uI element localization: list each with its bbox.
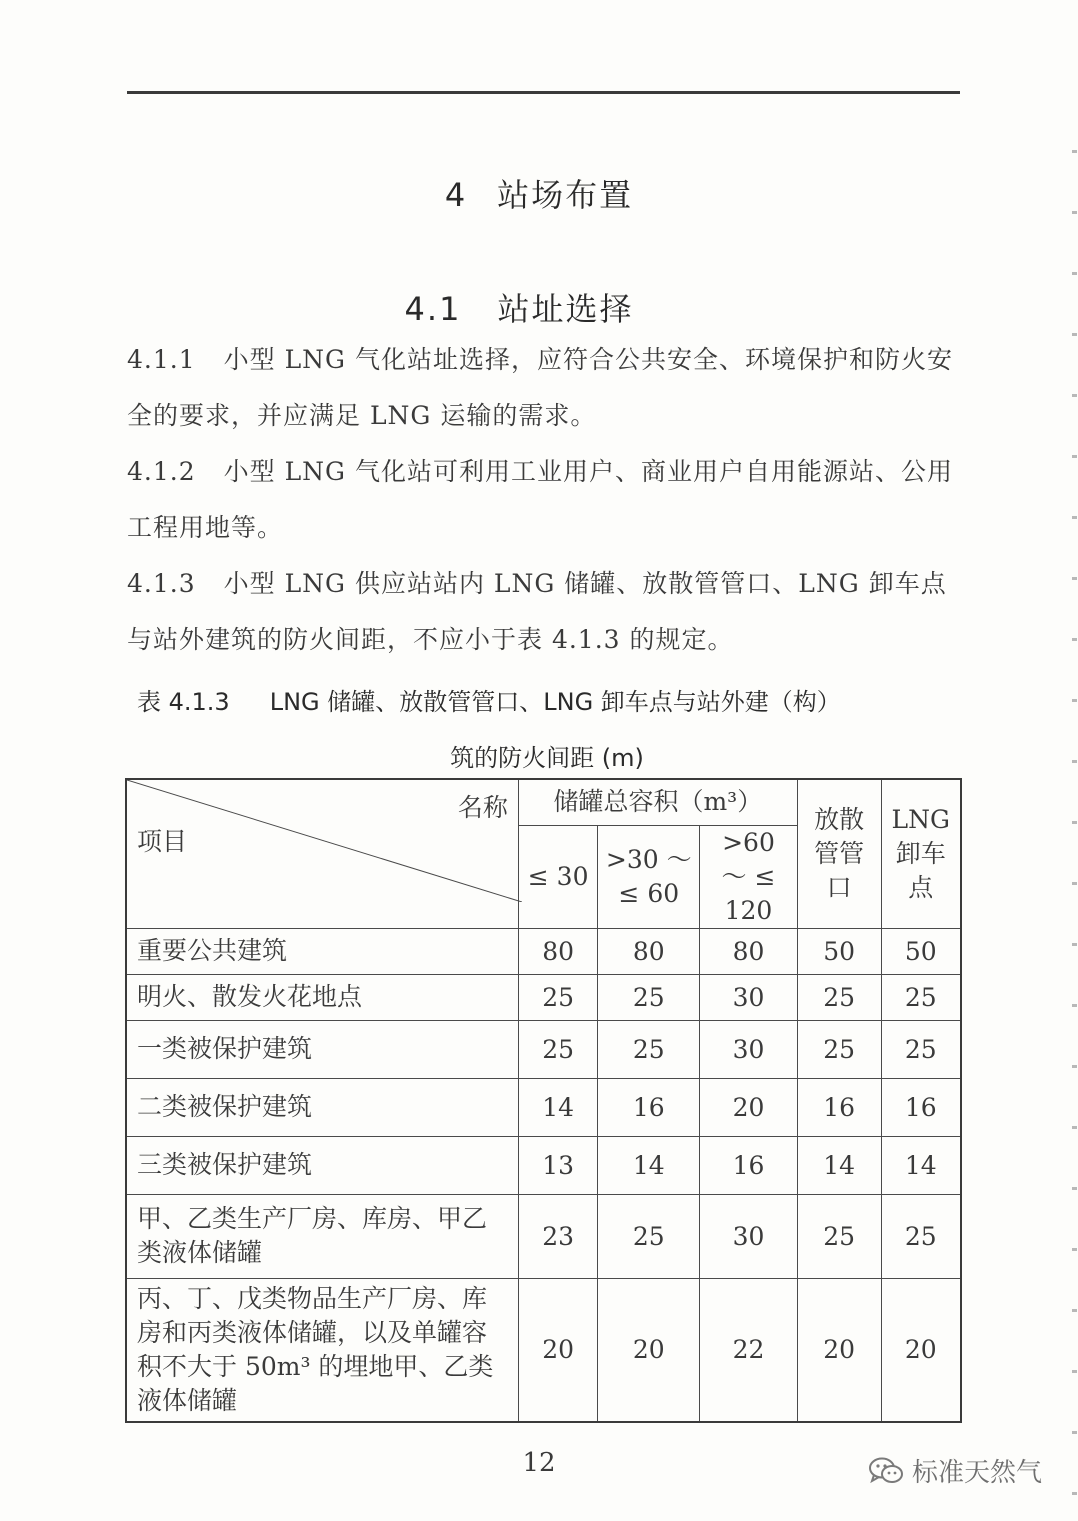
- chapter-number: 4: [444, 176, 468, 214]
- header-tank-volume: 储罐总容积（m³）: [518, 779, 797, 825]
- table-header-row: [126, 779, 961, 825]
- clause-number: 4.1.2: [127, 457, 196, 486]
- watermark-text: 标准天然气: [912, 1458, 1043, 1488]
- cell-value: 30: [700, 1020, 798, 1078]
- header-rule: [127, 91, 960, 94]
- cell-value: 20: [881, 1278, 961, 1422]
- cell-value: 14: [881, 1136, 961, 1194]
- row-name: 二类被保护建筑: [126, 1078, 518, 1136]
- edge-mark: [1072, 882, 1077, 885]
- clause-number: 4.1.3: [127, 569, 196, 598]
- edge-mark: [1072, 455, 1077, 458]
- table-row: [126, 1136, 961, 1194]
- cell-value: 20: [518, 1278, 598, 1422]
- clause-text: 小型 LNG 供应站站内 LNG 储罐、放散管管口、LNG 卸车点与站外建筑的防火间距，不应小于表 4.1.3 的规定。: [127, 569, 947, 654]
- edge-mark: [1072, 1187, 1077, 1190]
- cell-value: 16: [598, 1078, 700, 1136]
- clause-text: 小型 LNG 气化站址选择，应符合公共安全、环境保护和防火安全的要求，并应满足 LNG 运输的需求。: [127, 345, 953, 430]
- fire-distance-table: [125, 778, 962, 1423]
- table-number: 表 4.1.3: [137, 688, 230, 716]
- cell-value: 25: [797, 974, 881, 1020]
- edge-mark: [1072, 1431, 1077, 1434]
- header-unloading-point: LNG 卸车点: [881, 779, 961, 928]
- edge-mark: [1072, 1309, 1077, 1312]
- cell-value: 30: [700, 1194, 798, 1278]
- cell-value: 25: [797, 1194, 881, 1278]
- table-row: [126, 1020, 961, 1078]
- cell-value: 25: [881, 974, 961, 1020]
- cell-value: 25: [598, 974, 700, 1020]
- table-row: [126, 928, 961, 974]
- cell-value: 25: [518, 974, 598, 1020]
- row-name: 一类被保护建筑: [126, 1020, 518, 1078]
- cell-value: 14: [797, 1136, 881, 1194]
- header-item-label: 项目: [137, 827, 188, 856]
- diagonal-header-cell: [126, 779, 518, 928]
- chapter-title: [0, 170, 1078, 216]
- edge-mark: [1072, 394, 1077, 397]
- chapter-title-text: 站场布置: [497, 176, 634, 214]
- edge-mark: [1072, 699, 1077, 702]
- cell-value: 20: [797, 1278, 881, 1422]
- cell-value: 22: [700, 1278, 798, 1422]
- edge-mark: [1072, 211, 1077, 214]
- row-name: 重要公共建筑: [126, 928, 518, 974]
- edge-mark: [1072, 1370, 1077, 1373]
- header-volume-30-60: >30 ～ ≤ 60: [598, 825, 700, 928]
- cell-value: 50: [797, 928, 881, 974]
- cell-value: 25: [518, 1020, 598, 1078]
- edge-mark: [1072, 1004, 1077, 1007]
- header-name-label: 名称: [457, 793, 508, 822]
- cell-value: 80: [598, 928, 700, 974]
- edge-mark: [1072, 821, 1077, 824]
- wechat-icon: [868, 1456, 904, 1486]
- edge-mark: [1072, 150, 1077, 153]
- clause-4-1-2: [127, 444, 967, 556]
- cell-value: 23: [518, 1194, 598, 1278]
- header-vent-outlet: 放散管管口: [797, 779, 881, 928]
- cell-value: 25: [881, 1020, 961, 1078]
- row-name: 三类被保护建筑: [126, 1136, 518, 1194]
- cell-value: 20: [700, 1078, 798, 1136]
- edge-mark: [1072, 638, 1077, 641]
- section-title: [0, 284, 1078, 330]
- section-title-text: 站址选择: [497, 290, 634, 328]
- row-name: 丙、丁、戊类物品生产厂房、库房和丙类液体储罐，以及单罐容积不大于 50m³ 的埋地甲、乙类液体储罐: [126, 1278, 518, 1422]
- cell-value: 50: [881, 928, 961, 974]
- cell-value: 16: [797, 1078, 881, 1136]
- cell-value: 16: [881, 1078, 961, 1136]
- cell-value: 80: [700, 928, 798, 974]
- cell-value: 20: [598, 1278, 700, 1422]
- edge-mark: [1072, 516, 1077, 519]
- edge-mark: [1072, 1065, 1077, 1068]
- table-row: [126, 1078, 961, 1136]
- clause-4-1-3: [127, 556, 967, 668]
- table-row: [126, 974, 961, 1020]
- table-caption-line2: 筑的防火间距 (m): [450, 744, 644, 772]
- edge-mark: [1072, 1126, 1077, 1129]
- page-number: 12: [522, 1448, 556, 1478]
- page-edge-marks: [1068, 0, 1078, 1521]
- edge-mark: [1072, 1492, 1077, 1495]
- cell-value: 30: [700, 974, 798, 1020]
- section-number: 4.1: [404, 290, 462, 328]
- table-caption-text1: LNG 储罐、放散管管口、LNG 卸车点与站外建（构）: [269, 688, 841, 716]
- cell-value: 25: [797, 1020, 881, 1078]
- cell-value: 25: [598, 1020, 700, 1078]
- header-volume-60-120: >60 ～ ≤ 120: [700, 825, 798, 928]
- cell-value: 80: [518, 928, 598, 974]
- row-name: 明火、散发火花地点: [126, 974, 518, 1020]
- edge-mark: [1072, 760, 1077, 763]
- edge-mark: [1072, 272, 1077, 275]
- watermark: [868, 1452, 1042, 1489]
- cell-value: 13: [518, 1136, 598, 1194]
- edge-mark: [1072, 1248, 1077, 1251]
- cell-value: 14: [518, 1078, 598, 1136]
- clause-text: 小型 LNG 气化站可利用工业用户、商业用户自用能源站、公用工程用地等。: [127, 457, 953, 542]
- cell-value: 25: [598, 1194, 700, 1278]
- cell-value: 14: [598, 1136, 700, 1194]
- header-volume-le30: ≤ 30: [518, 825, 598, 928]
- row-name: 甲、乙类生产厂房、库房、甲乙类液体储罐: [126, 1194, 518, 1278]
- cell-value: 25: [881, 1194, 961, 1278]
- edge-mark: [1072, 577, 1077, 580]
- table-row: [126, 1194, 961, 1278]
- clause-number: 4.1.1: [127, 345, 196, 374]
- table-caption-line1: [137, 682, 841, 717]
- cell-value: 16: [700, 1136, 798, 1194]
- edge-mark: [1072, 333, 1077, 336]
- edge-mark: [1072, 943, 1077, 946]
- table-row: [126, 1278, 961, 1422]
- clause-4-1-1: [127, 332, 967, 444]
